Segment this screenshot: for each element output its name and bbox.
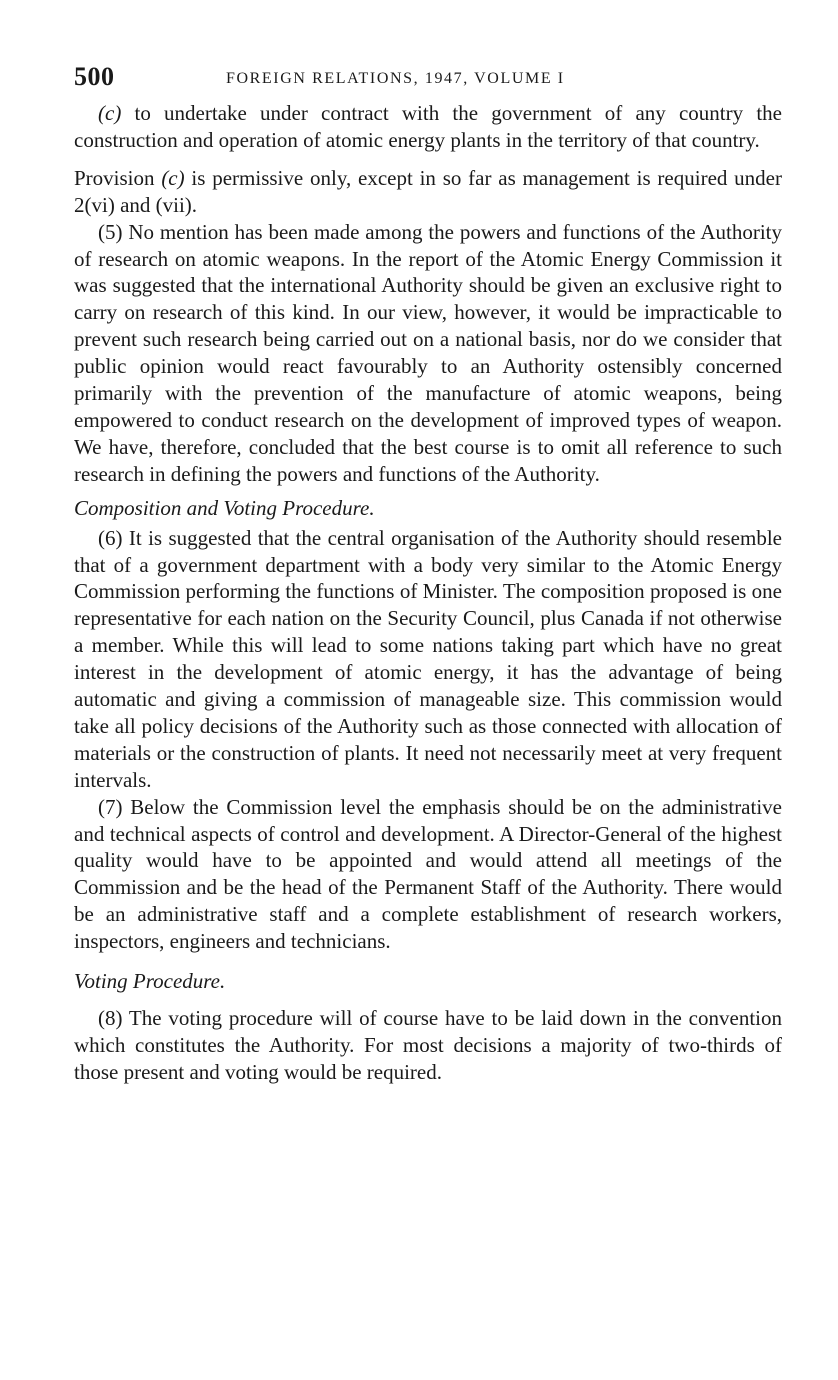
heading-voting: Voting Procedure. — [74, 969, 226, 994]
provision-paragraph — [74, 165, 782, 219]
paragraph-7: (7) Below the Commission level the emphasis should be on the administrative and technical aspects of control and development. A Director-General of the highest quality would have to be appointed and would attend all meetings of the Commission and be the head of the Permanent Staff of the Authority. There would be an administrative staff and a complete establishment of research workers, inspectors, engineers and technicians. — [74, 794, 782, 954]
document-page — [74, 62, 782, 1086]
running-head: FOREIGN RELATIONS, 1947, VOLUME I — [226, 70, 565, 87]
provision-label: (c) — [161, 165, 185, 190]
paragraph-5: (5) No mention has been made among the powers and functions of the Authority of research on atomic weapons. In the report of the Atomic Energy Commission it was suggested that the international Authority should be given an exclusive right to carry on research of this kind. In our view, however, it would be impracticable to prevent such research being carried out on a national basis, nor do we consider that public opinion would react favourably to an Authority ostensibly concerned primarily with the prevention of the manufacture of atomic weapons, being empowered to conduct research on the development of improved types of weapon. We have, therefore, concluded that the best course is to omit all reference to such research in defining the powers and functions of the Authority. — [74, 219, 782, 486]
item-c-paragraph — [74, 100, 782, 154]
heading-composition: Composition and Voting Procedure. — [74, 495, 375, 520]
provision-pre: Provision — [74, 165, 162, 190]
paragraph-8: (8) The voting procedure will of course have to be laid down in the convention which constitutes the Authority. For most decisions a majority of two-thirds of those present and voting would be required. — [74, 1006, 782, 1084]
page-number: 500 — [74, 62, 115, 91]
paragraph-6: (6) It is suggested that the central organisation of the Authority should resemble that of a government department with a body very similar to the Atomic Energy Commission performing the functions of Minister. The composition proposed is one representative for each nation on the Security Council, plus Canada if not otherwise a member. While this will lead to some nations taking part which have no great interest in the development of atomic energy, it has the advantage of being automatic and giving a commission of manageable size. This commission would take all policy decisions of the Authority such as those connected with allocation of materials or the construction of plants. It need not necessarily meet at very frequent intervals. — [74, 525, 782, 792]
page-header — [74, 62, 782, 96]
item-c-label: (c) — [98, 101, 122, 125]
item-c-text: to undertake under contract with the government of any country the construction and operation of atomic energy plants in the territory of that country. — [74, 101, 782, 152]
provision-post: is permissive only, except in so far as management is required under 2(vi) and (vii). — [74, 165, 782, 217]
